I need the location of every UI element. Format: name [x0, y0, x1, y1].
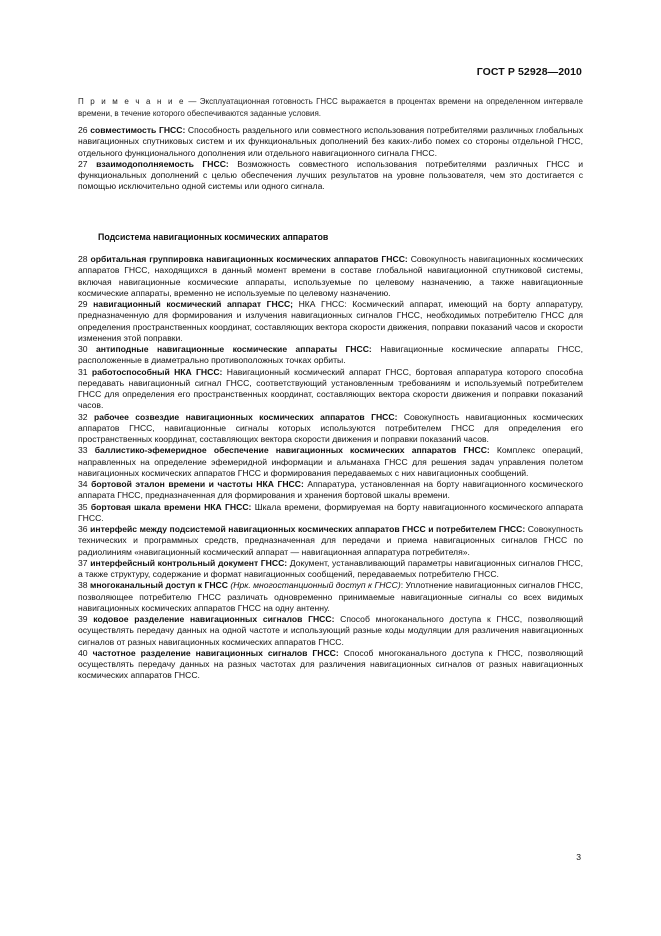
entry-definition: Комплекс операций, направленных на определение эфемеридной информации и альманаха ГНСС для решения задач управления полетом навигационных космических аппаратов ГНСС и формирования передаваемых с них навигационных сообщений. — [78, 445, 583, 478]
entry-deprecated-term: (Нрк. многостанционный доступ к ГНСС) — [227, 580, 401, 591]
note-paragraph — [78, 96, 583, 119]
entry-term: навигационный космический аппарат ГНСС; — [93, 299, 294, 309]
entry-definition: Способ многоканального доступа к ГНСС, позволяющий осуществлять передачу данных на одной частоте и использующий разные коды модуляции для различения навигационных сигналов от разных навигационных космических аппаратов ГНСС. — [78, 614, 583, 647]
term-entry — [78, 159, 583, 193]
term-entry — [78, 614, 583, 648]
term-entry — [78, 254, 583, 299]
entry-number: 30 — [78, 344, 88, 354]
entry-number: 26 — [78, 125, 88, 135]
entry-definition: Совокупность навигационных космических аппаратов ГНСС, находящихся в данный момент времени в составе глобальной навигационной спутниковой системы, включая навигационные космические аппараты, используемые по целевому назначению, а также навигационные космические аппараты, временно не используемые по целевому назначению. — [78, 254, 584, 298]
entry-term: антиподные навигационные космические аппараты ГНСС: — [95, 344, 372, 354]
entry-number: 29 — [78, 299, 88, 309]
entry-term: интерфейсный контрольный документ ГНСС: — [90, 557, 288, 568]
entry-number: 32 — [78, 411, 88, 422]
term-entry — [78, 558, 583, 581]
entry-term: бортовой эталон времени и частоты НКА ГНСС: — [91, 479, 304, 489]
entry-number: 35 — [78, 501, 88, 512]
entry-number: 33 — [78, 445, 88, 456]
entry-definition: Документ, устанавливающий параметры навигационных сигналов ГНСС, а также структуру, содержание и формат навигационных сообщений, передаваемых потребителю ГНСС. — [78, 557, 583, 579]
note-label: П р и м е ч а н и е — [78, 97, 186, 106]
term-entry — [78, 445, 583, 479]
entry-definition: Аппаратура, установленная на борту навигационного космического аппарата ГНСС, предназначенная для формирования и хранения бортовой шкалы времени. — [78, 479, 583, 501]
term-entry — [78, 299, 583, 344]
entry-definition: Способность раздельного или совместного использования потребителями различных глобальных навигационных спутниковых систем и их функциональных дополнений без каких-либо помех со стороны отдельной ГНСС, отдельного функционального дополнения или отдельного навигационного сигнала ГНСС. — [78, 125, 583, 158]
entry-term: совместимость ГНСС: — [90, 125, 186, 135]
entry-definition: : Уплотнение навигационных сигналов ГНСС, позволяющее потребителю ГНСС различать одновременно принимаемые навигационные сигналы со всех видимых навигационных космических аппаратов ГНСС на одну антенну. — [78, 580, 583, 613]
entry-number: 28 — [78, 254, 88, 264]
term-entry — [78, 125, 583, 159]
section-title: Подсистема навигационных космических аппаратов — [98, 232, 329, 242]
entry-term: бортовая шкала времени НКА ГНСС: — [90, 501, 252, 512]
entry-definition: Навигационный космический аппарат ГНСС, бортовая аппаратура которого способна передавать навигационный сигнал ГНСС, соответствующий установленным требованиям и используемый потребителем ГНСС для определения его пространственных координат, составляющих вектора скорости движения и поправки показаний часов. — [78, 366, 583, 411]
entry-abbreviation: НКА ГНСС: — [293, 299, 347, 309]
entry-term: кодовое разделение навигационных сигналов ГНСС: — [93, 614, 335, 624]
entry-number: 37 — [78, 557, 88, 568]
entry-number: 39 — [78, 614, 88, 624]
term-entry — [78, 502, 583, 525]
entry-definition: Шкала времени, формируемая на борту навигационного космического аппарата ГНСС. — [78, 501, 584, 523]
entry-term: взаимодополняемость ГНСС: — [96, 158, 229, 169]
entries-list — [78, 254, 583, 682]
entries-top — [78, 125, 583, 193]
term-entry — [78, 580, 583, 614]
entry-definition: Способ многоканального доступа к ГНСС, позволяющий осуществлять передачу данных на разных частотах для различения навигационных сигналов от разных навигационных космических аппаратов ГНСС. — [78, 647, 583, 681]
document-code: ГОСТ Р 52928—2010 — [476, 66, 582, 78]
entry-term: баллистико-эфемеридное обеспечение навигационных космических аппаратов ГНСС: — [94, 445, 490, 456]
term-entry — [78, 524, 583, 558]
entry-term: многоканальный доступ к ГНСС — [90, 580, 228, 591]
entry-definition: Совокупность технических и программных средств, предназначенная для передачи и приема навигационных сигналов ГНСС по радиолиниям «навигационный космический аппарат — навигационная аппаратура потребителя». — [78, 524, 583, 557]
term-entry — [78, 648, 583, 682]
entry-definition: Совокупность навигационных космических аппаратов ГНСС, навигационные сигналы которых используются потребителем ГНСС для определения его пространственных координат, составляющих вектора скорости движения и поправки показаний часов. — [78, 411, 584, 444]
entry-number: 38 — [78, 580, 88, 591]
page-number: 3 — [576, 852, 581, 862]
entry-number: 31 — [78, 366, 88, 377]
note-text: — Эксплуатационная готовность ГНСС выражается в процентах времени на определенном интервале времени, в течение которого обеспечиваются заданные условия. — [78, 97, 583, 118]
term-entry — [78, 344, 583, 367]
entry-definition: Возможность совместного использования потребителями различных ГНСС и функциональных дополнений с целью обеспечения лучших результатов на уровне пользователя, чем это достигается с помощью исключительно одной системы или одного сигнала. — [78, 158, 584, 192]
entry-term: орбитальная группировка навигационных космических аппаратов ГНСС: — [90, 254, 408, 264]
entry-term: работоспособный НКА ГНСС: — [91, 366, 223, 377]
term-entry — [78, 479, 583, 502]
entry-number: 36 — [78, 524, 88, 534]
entry-number: 34 — [78, 479, 88, 489]
term-entry — [78, 367, 583, 412]
entry-term: интерфейс между подсистемой навигационных космических аппаратов ГНСС и потребителем ГНСС: — [90, 524, 526, 534]
term-entry — [78, 412, 583, 446]
entry-term: рабочее созвездие навигационных космических аппаратов ГНСС: — [93, 411, 398, 422]
entry-term: частотное разделение навигационных сигналов ГНСС: — [92, 647, 339, 658]
entry-definition: Космический аппарат, имеющий на борту аппаратуру, предназначенную для формирования и излучения навигационных сигналов ГНСС, необходимых потребителю ГНСС для определения пространственных координат, составляющих вектора скорости движения, поправки показаний часов и скорости изменения этой поправки. — [78, 299, 583, 343]
entry-number: 27 — [78, 158, 88, 169]
entry-number: 40 — [78, 647, 88, 658]
entry-definition: Навигационные космические аппараты ГНСС, расположенные в диаметрально противоположных точках орбиты. — [78, 344, 583, 366]
